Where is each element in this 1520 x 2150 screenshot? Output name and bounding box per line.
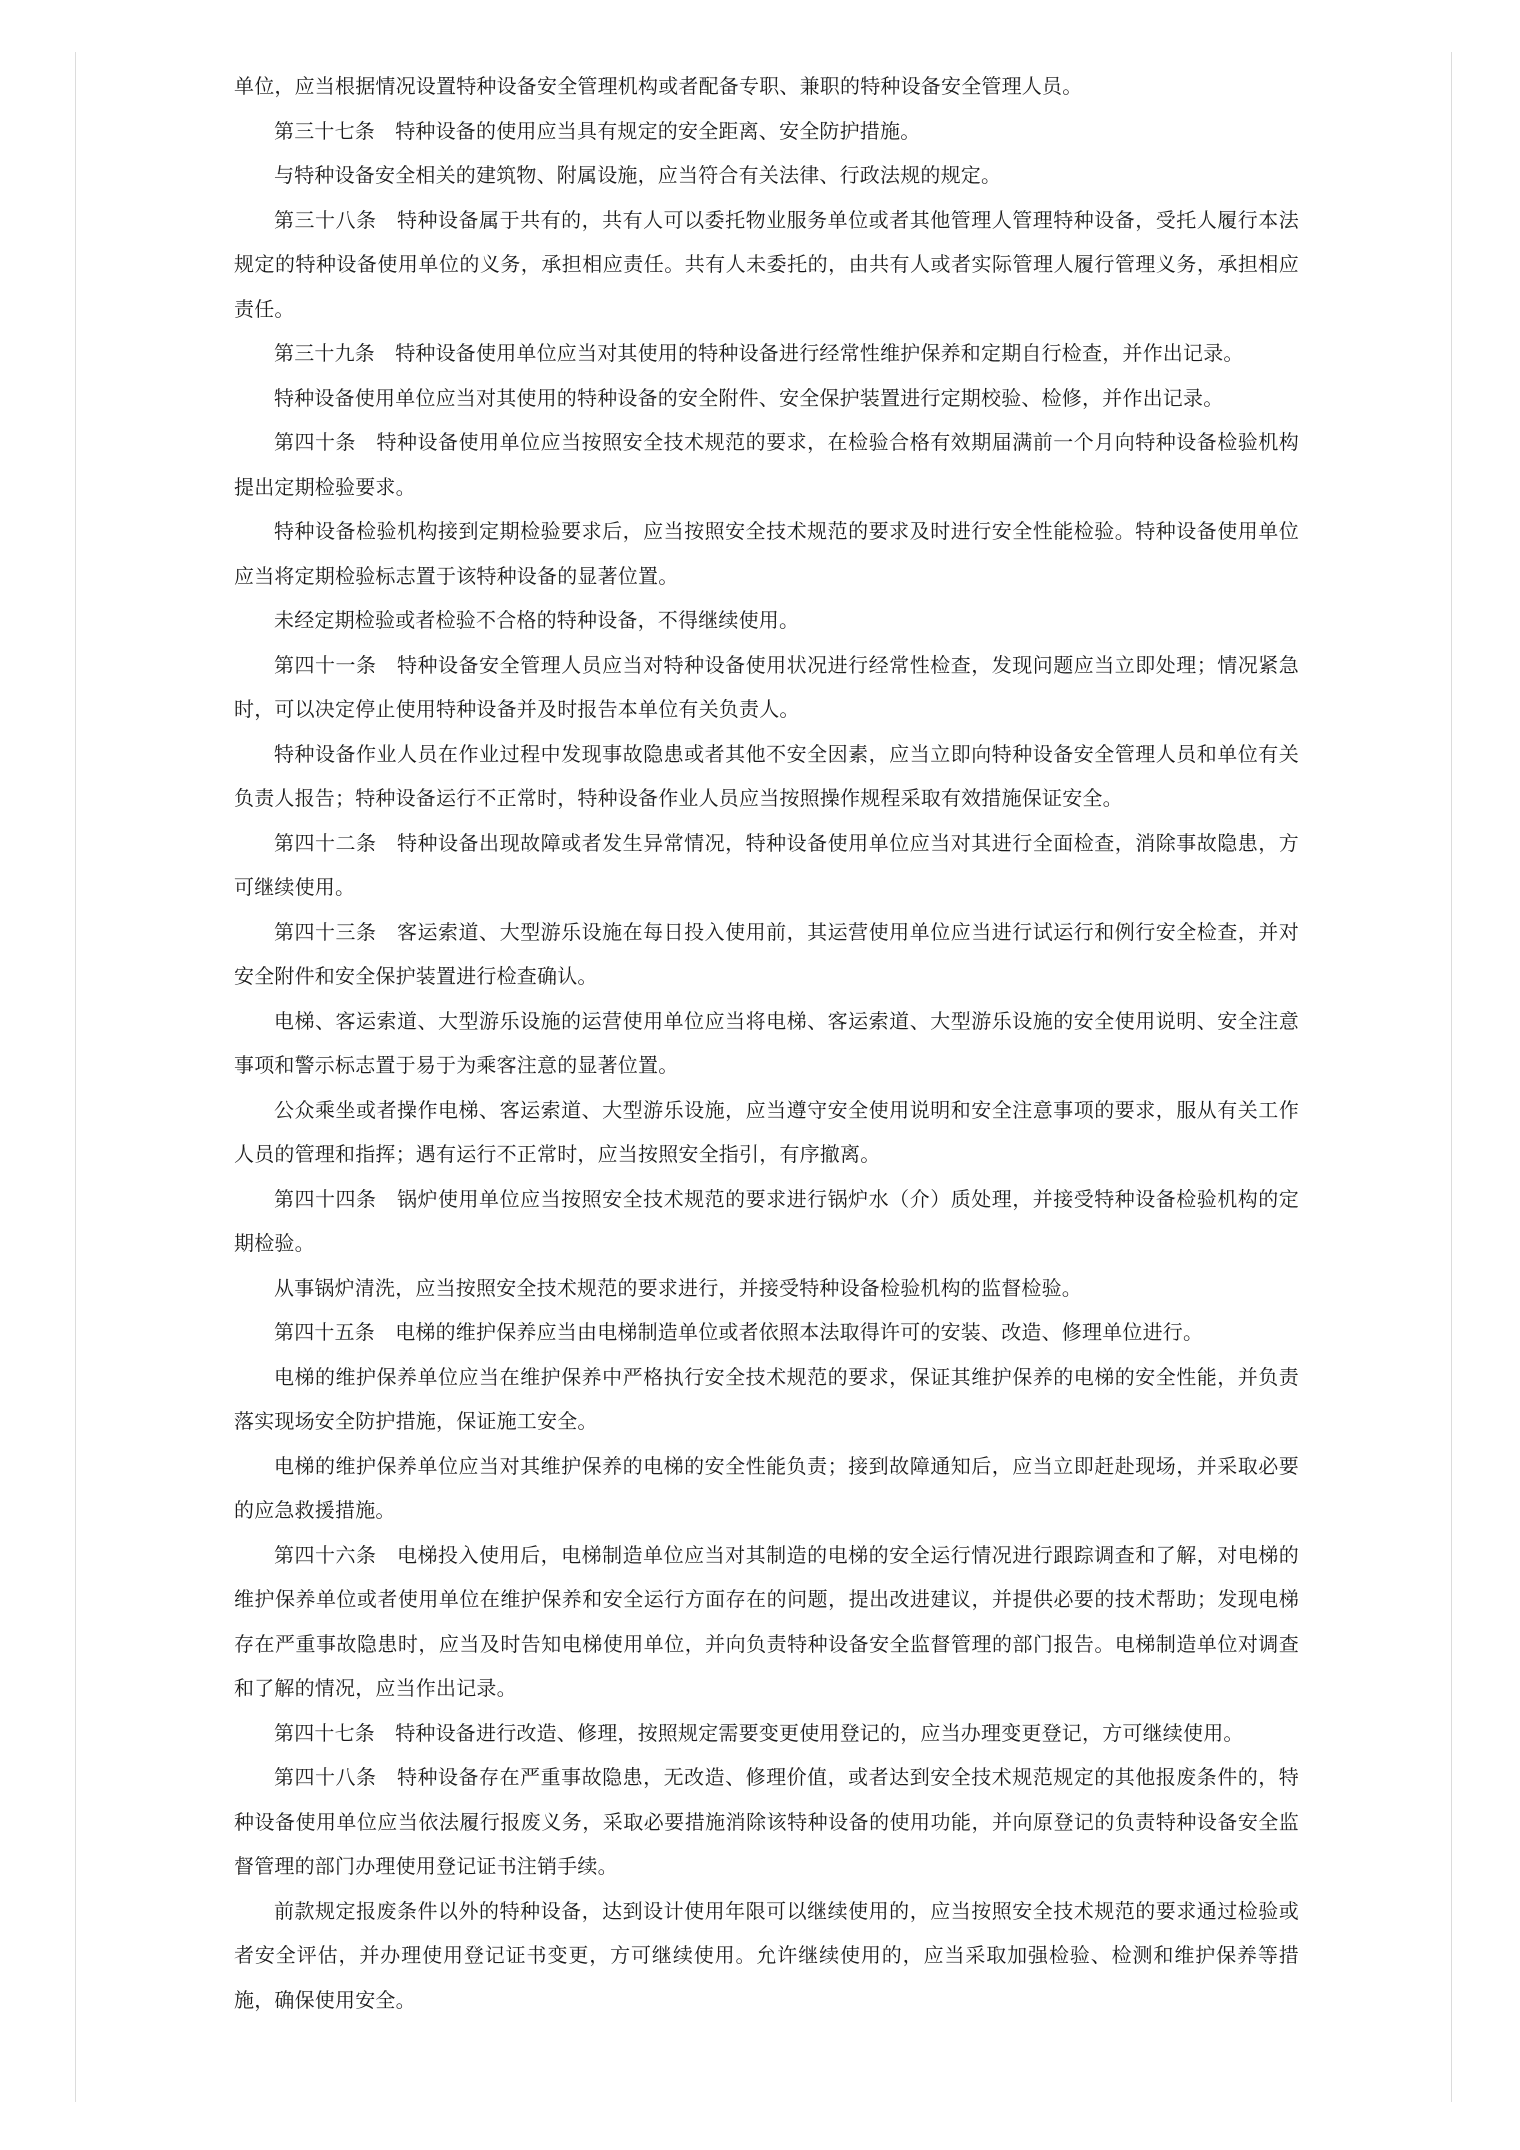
paragraph: 单位，应当根据情况设置特种设备安全管理机构或者配备专职、兼职的特种设备安全管理人员。 bbox=[234, 74, 1083, 98]
article-42: 第四十二条 特种设备出现故障或者发生异常情况，特种设备使用单位应当对其进行全面检查，消除事故隐患，方可继续使用。 bbox=[234, 830, 1299, 899]
paragraph: 前款规定报废条件以外的特种设备，达到设计使用年限可以继续使用的，应当按照安全技术规范的要求通过检验或者安全评估，并办理使用登记证书变更，方可继续使用。允许继续使用的，应当采取加强检验、检测和维护保养等措施，确保使用安全。 bbox=[234, 1898, 1299, 2012]
paragraph: 公众乘坐或者操作电梯、客运索道、大型游乐设施，应当遵守安全使用说明和安全注意事项的要求，服从有关工作人员的管理和指挥；遇有运行不正常时，应当按照安全指引，有序撤离。 bbox=[234, 1097, 1299, 1166]
paragraph: 特种设备检验机构接到定期检验要求后，应当按照安全技术规范的要求及时进行安全性能检验。特种设备使用单位应当将定期检验标志置于该特种设备的显著位置。 bbox=[234, 519, 1299, 588]
document-body bbox=[234, 64, 1299, 2022]
article-44: 第四十四条 锅炉使用单位应当按照安全技术规范的要求进行锅炉水（介）质处理，并接受特种设备检验机构的定期检验。 bbox=[234, 1186, 1299, 1255]
article-47: 第四十七条 特种设备进行改造、修理，按照规定需要变更使用登记的，应当办理变更登记，方可继续使用。 bbox=[274, 1720, 1244, 1745]
article-38: 第三十八条 特种设备属于共有的，共有人可以委托物业服务单位或者其他管理人管理特种设备，受托人履行本法规定的特种设备使用单位的义务，承担相应责任。共有人未委托的，由共有人或者实际管理人履行管理义务，承担相应责任。 bbox=[234, 207, 1299, 321]
document-page bbox=[75, 52, 1452, 2102]
article-45: 第四十五条 电梯的维护保养应当由电梯制造单位或者依照本法取得许可的安装、改造、修理单位进行。 bbox=[274, 1320, 1204, 1344]
paragraph: 特种设备使用单位应当对其使用的特种设备的安全附件、安全保护装置进行定期校验、检修，并作出记录。 bbox=[274, 385, 1224, 410]
paragraph: 未经定期检验或者检验不合格的特种设备，不得继续使用。 bbox=[274, 608, 800, 632]
article-39: 第三十九条 特种设备使用单位应当对其使用的特种设备进行经常性维护保养和定期自行检查，并作出记录。 bbox=[274, 341, 1244, 365]
paragraph: 特种设备作业人员在作业过程中发现事故隐患或者其他不安全因素，应当立即向特种设备安全管理人员和单位有关负责人报告；特种设备运行不正常时，特种设备作业人员应当按照操作规程采取有效措施保证安全。 bbox=[234, 741, 1299, 810]
paragraph: 电梯的维护保养单位应当对其维护保养的电梯的安全性能负责；接到故障通知后，应当立即赶赴现场，并采取必要的应急救援措施。 bbox=[234, 1453, 1299, 1522]
article-43: 第四十三条 客运索道、大型游乐设施在每日投入使用前，其运营使用单位应当进行试运行和例行安全检查，并对安全附件和安全保护装置进行检查确认。 bbox=[234, 919, 1299, 988]
article-46: 第四十六条 电梯投入使用后，电梯制造单位应当对其制造的电梯的安全运行情况进行跟踪调查和了解，对电梯的维护保养单位或者使用单位在维护保养和安全运行方面存在的问题，提出改进建议，并提供必要的技术帮助；发现电梯存在严重事故隐患时，应当及时告知电梯使用单位，并向负责特种设备安全监督管理的部门报告。电梯制造单位对调查和了解的情况，应当作出记录。 bbox=[234, 1542, 1299, 1700]
paragraph: 电梯的维护保养单位应当在维护保养中严格执行安全技术规范的要求，保证其维护保养的电梯的安全性能，并负责落实现场安全防护措施，保证施工安全。 bbox=[234, 1364, 1299, 1433]
paragraph: 与特种设备安全相关的建筑物、附属设施，应当符合有关法律、行政法规的规定。 bbox=[274, 163, 1002, 187]
article-37: 第三十七条 特种设备的使用应当具有规定的安全距离、安全防护措施。 bbox=[274, 118, 921, 143]
paragraph: 电梯、客运索道、大型游乐设施的运营使用单位应当将电梯、客运索道、大型游乐设施的安全使用说明、安全注意事项和警示标志置于易于为乘客注意的显著位置。 bbox=[234, 1008, 1299, 1077]
paragraph: 从事锅炉清洗，应当按照安全技术规范的要求进行，并接受特种设备检验机构的监督检验。 bbox=[274, 1275, 1082, 1300]
article-40: 第四十条 特种设备使用单位应当按照安全技术规范的要求，在检验合格有效期届满前一个月向特种设备检验机构提出定期检验要求。 bbox=[234, 430, 1299, 499]
article-48: 第四十八条 特种设备存在严重事故隐患，无改造、修理价值，或者达到安全技术规范规定的其他报废条件的，特种设备使用单位应当依法履行报废义务，采取必要措施消除该特种设备的使用功能，并向原登记的负责特种设备安全监督管理的部门办理使用登记证书注销手续。 bbox=[234, 1765, 1299, 1878]
article-41: 第四十一条 特种设备安全管理人员应当对特种设备使用状况进行经常性检查，发现问题应当立即处理；情况紧急时，可以决定停止使用特种设备并及时报告本单位有关负责人。 bbox=[234, 652, 1299, 721]
